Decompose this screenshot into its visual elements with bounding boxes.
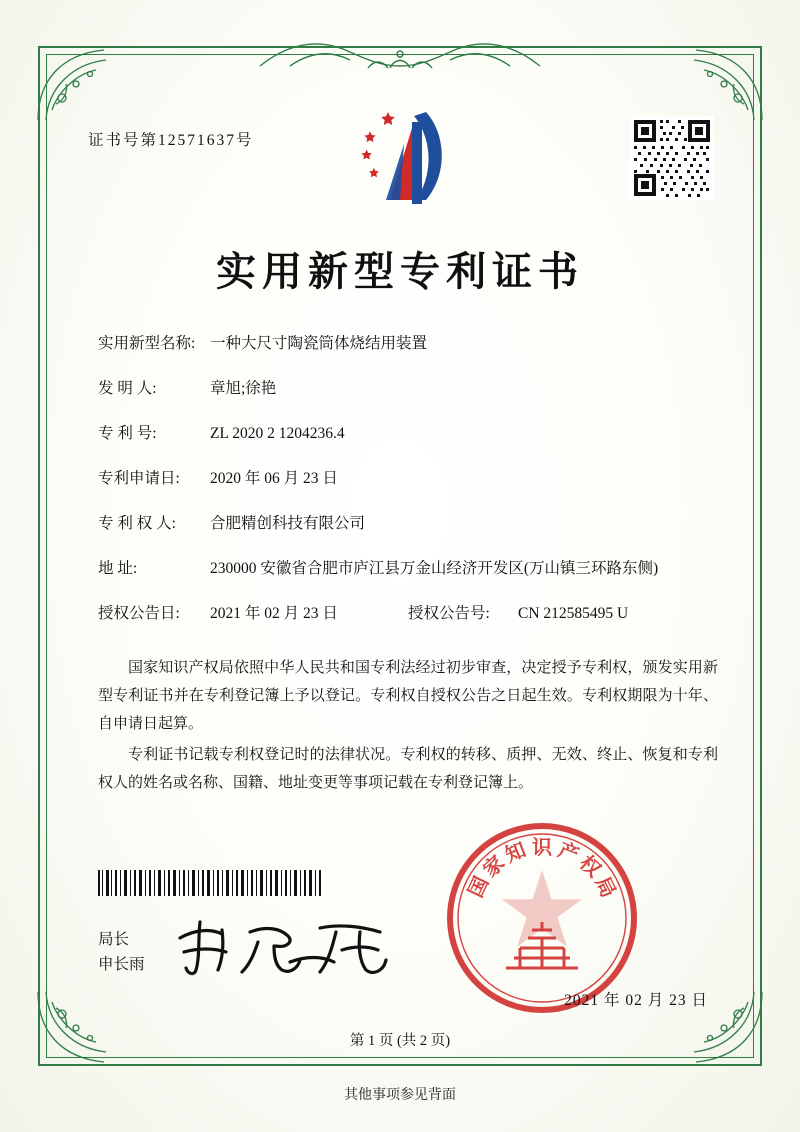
grant-number-value: CN 212585495 U [518,605,629,623]
field-patentee [98,512,720,536]
page-number: 第 1 页 (共 2 页) [349,1033,451,1049]
director-block [98,928,145,978]
field-grant-row [98,602,720,626]
legal-paragraph-1: 国家知识产权局依照中华人民共和国专利法经过初步审查，决定授予专利权，颁发实用新型专利证书并在专利登记簿上予以登记。专利权自授权公告之日起生效。专利权期限为十年、自申请日起算。 [98,660,718,732]
svg-text:国: 国 [463,872,494,902]
handwritten-signature-icon [170,912,420,982]
field-label: 地 址: [98,560,138,578]
field-application-date [98,467,720,491]
field-value: ZL 2020 2 1204236.4 [210,425,345,443]
director-name: 申长雨 [98,955,145,973]
field-value: 章旭;徐艳 [210,380,277,398]
svg-text:局: 局 [590,872,621,902]
legal-text [98,655,718,802]
page-title: 实用新型专利证书 [216,249,584,295]
grant-date-value: 2021 年 02 月 23 日 [210,605,338,623]
field-label: 实用新型名称: [98,335,196,352]
certificate-number: 证书号第12571637号 [88,132,254,149]
field-value: 一种大尺寸陶瓷筒体烧结用装置 [210,335,428,352]
field-value: 230000 安徽省合肥市庐江县万金山经济开发区(万山镇三环路东侧) [210,560,659,578]
svg-text:识: 识 [532,835,552,859]
field-value: 2020 年 06 月 23 日 [210,470,338,488]
qr-code-icon [630,116,714,200]
footnote: 其他事项参见背面 [344,1088,456,1103]
cnipa-logo-icon [330,104,470,214]
field-value: 合肥精创科技有限公司 [210,515,366,533]
legal-paragraph-2: 专利证书记载专利权登记时的法律状况。专利权的转移、质押、无效、终止、恢复和专利权人的姓名或名称、国籍、地址变更等事项记载在专利登记簿上。 [98,747,718,791]
grant-number-label: 授权公告号: [408,605,490,623]
field-label: 专利申请日: [98,470,180,488]
field-label: 专 利 号: [98,425,157,443]
svg-text:知: 知 [501,837,530,868]
svg-text:权: 权 [574,850,606,882]
field-inventor [98,377,720,401]
director-label: 局长 [98,931,130,948]
field-label: 发 明 人: [98,380,157,398]
field-label: 专 利 权 人: [98,515,176,533]
grant-date-label: 授权公告日: [98,605,180,623]
field-patent-number [98,422,720,446]
fields-list [98,332,720,642]
barcode-icon [98,870,323,896]
svg-text:家: 家 [478,850,510,882]
field-address [98,557,720,581]
seal-date: 2021 年 02 月 23 日 [564,992,708,1009]
field-utility-model-name [98,332,720,356]
certificate-content [70,80,730,1049]
svg-text:产: 产 [554,837,583,868]
